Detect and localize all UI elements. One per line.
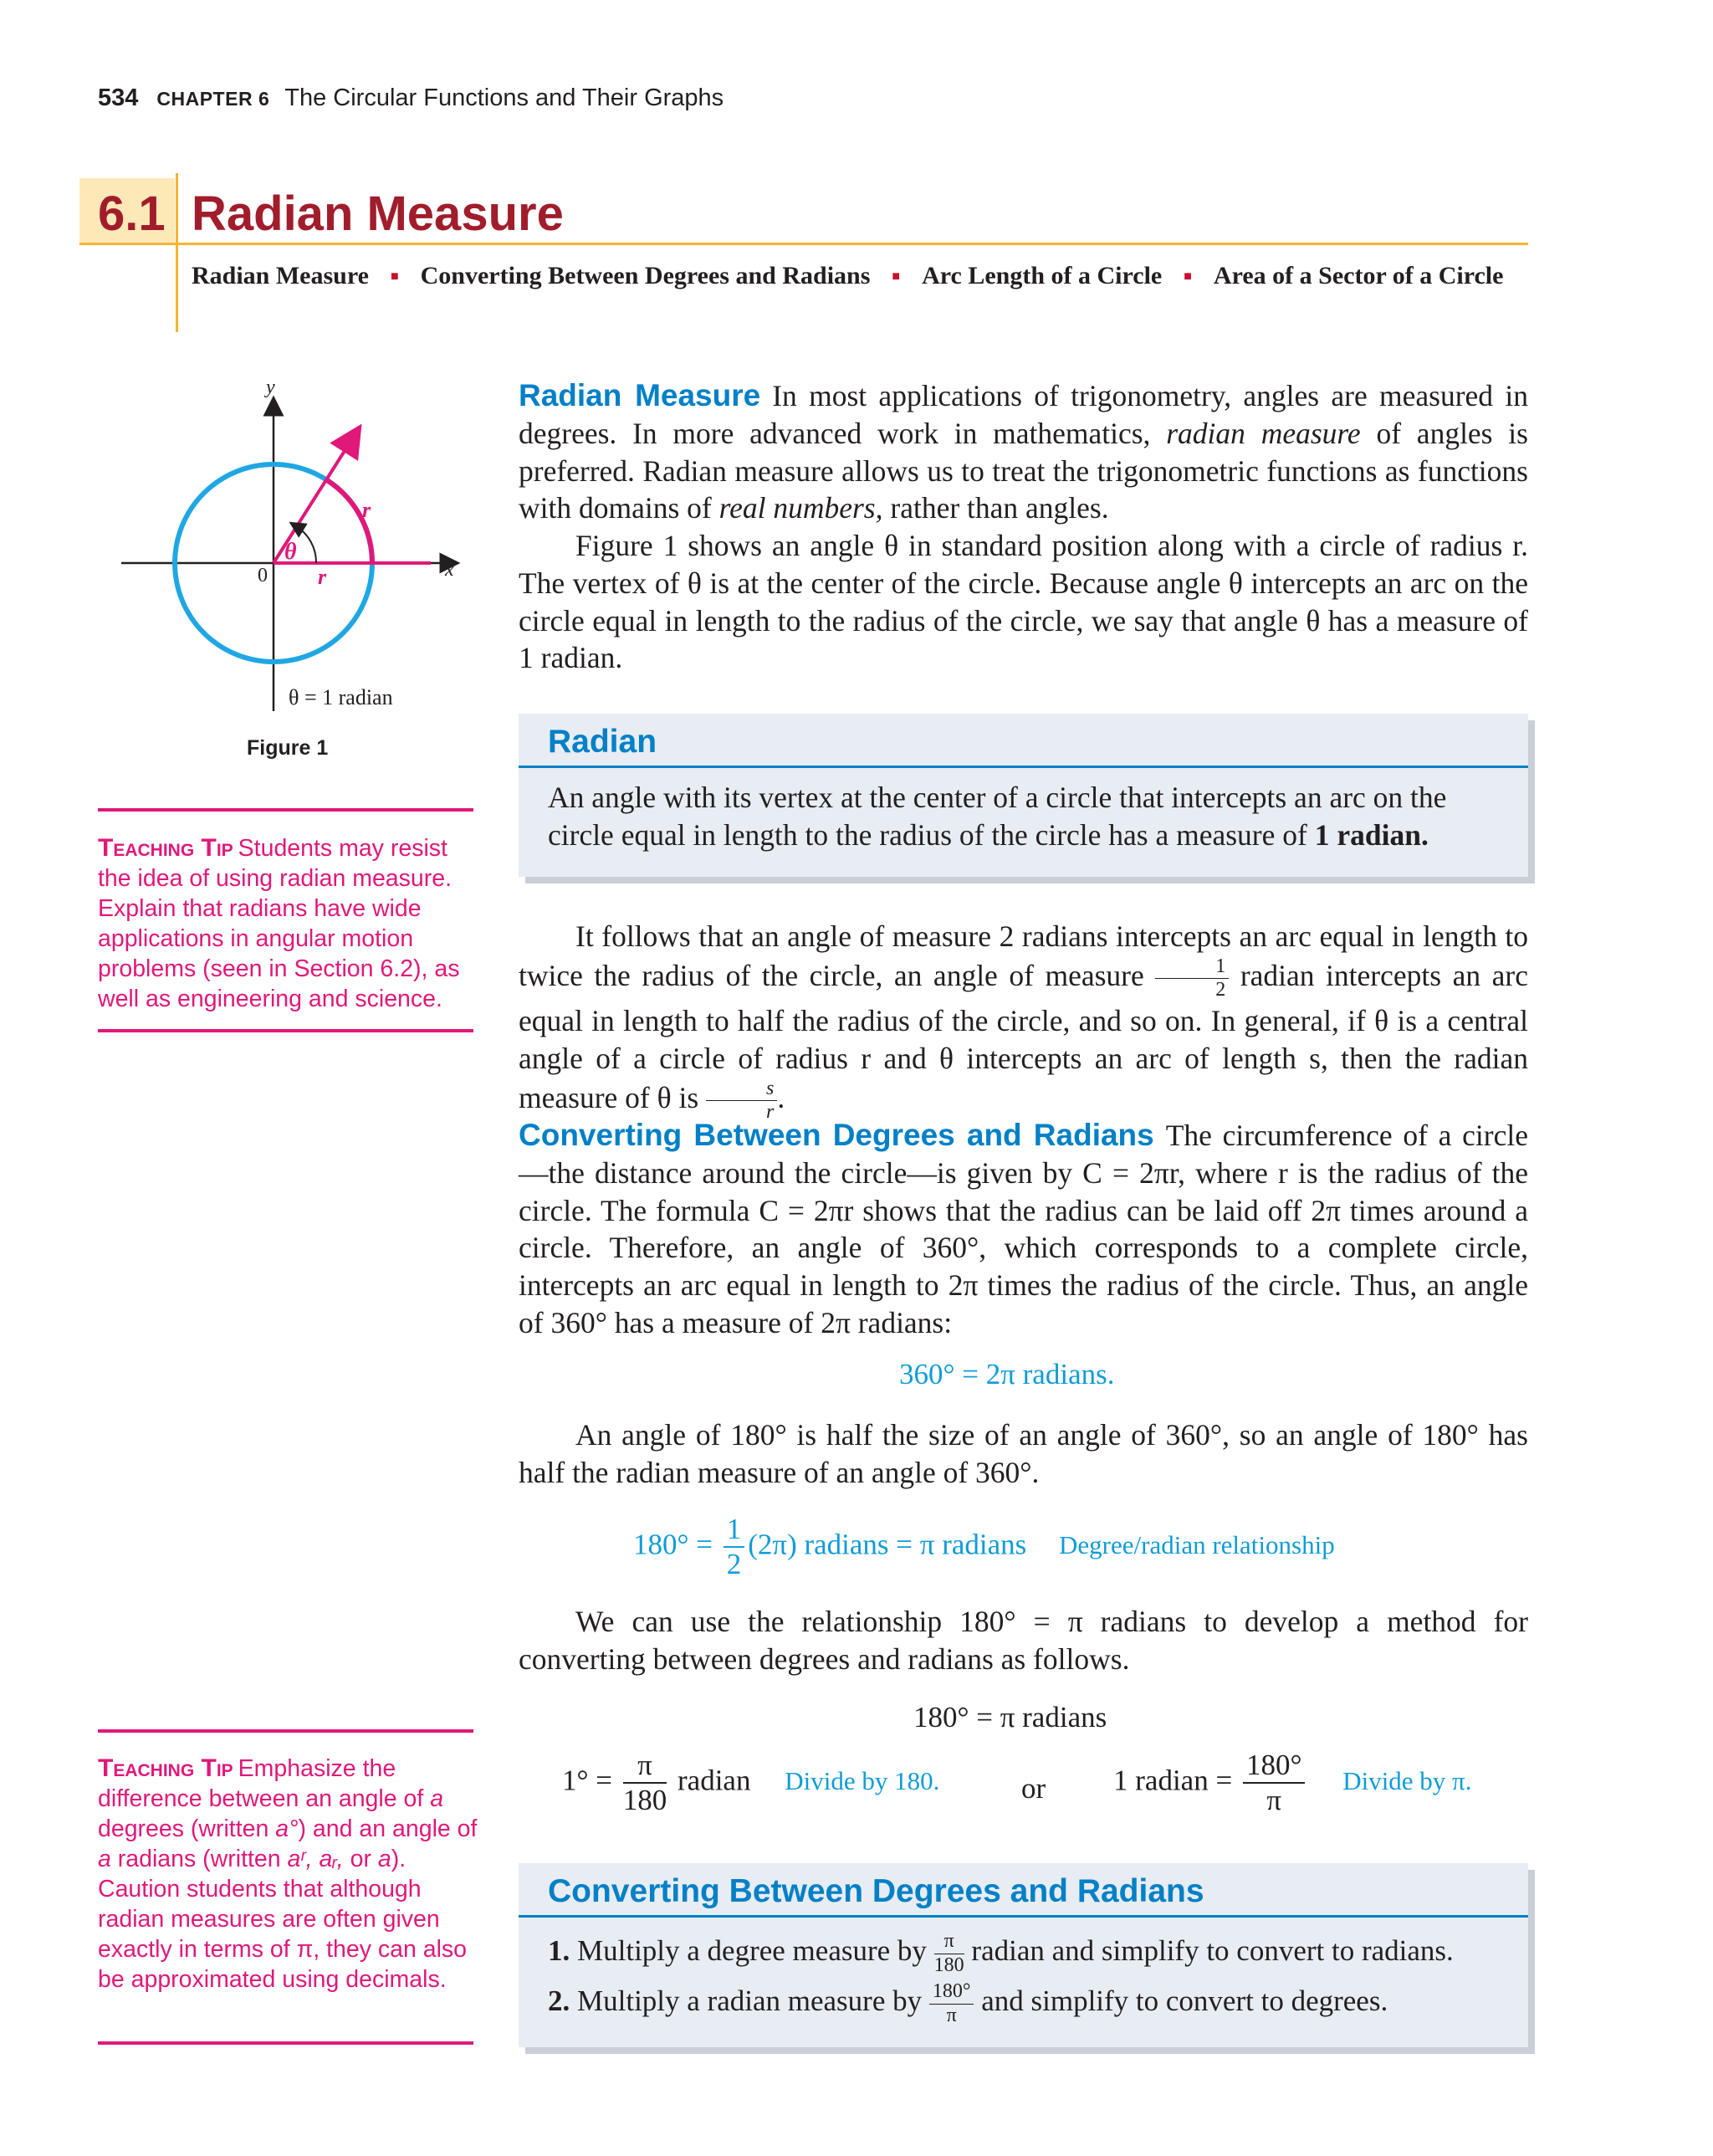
conversion-box-rule (519, 1915, 1528, 1918)
section-number: 6.1 (98, 187, 166, 241)
fraction-one-half: $\frac{1}{2}$ (1155, 955, 1229, 1002)
bullet-icon: ■ (390, 269, 399, 284)
subsection-heading: Converting Between Degrees and Radians (519, 1118, 1154, 1152)
conversion-step-2: 2. Multiply a radian measure by $\frac{180^\circ}{\pi}$ and simplify to convert to degrees. (548, 1980, 1388, 2026)
equation-180-pi: 180° = π radians (913, 1701, 1107, 1734)
topic-item: Arc Length of a Circle (922, 262, 1163, 289)
teaching-tip-2: Teaching Tip Emphasize the difference between an angle of a degrees (written a°) and an angle of a radians (written aʳ, aᵣ, or a). Caution students that although radian measures are often given exactly in terms of π, they can also be approximated using decimals. (98, 1754, 478, 1993)
figure-1-diagram (117, 372, 485, 724)
tip-rule-top (98, 1729, 473, 1733)
chapter-label: CHAPTER 6 (156, 88, 270, 110)
origin-label: 0 (258, 565, 268, 586)
definition-box-title: Radian (548, 724, 657, 760)
equation-one-radian: 1 radian = $\frac{180^\circ}{\pi}$ Divide by π. (1113, 1749, 1472, 1817)
topic-item: Area of a Sector of a Circle (1213, 262, 1504, 289)
section-topics (192, 258, 1530, 294)
paragraph-figure-1: Figure 1 shows an angle θ in standard position along with a circle of radius r. The vertex of θ is at the center of the circle. Because angle θ intercepts an arc on the circle equal in length to the radius of the circle, we say that angle θ has a measure of 1 radian. (519, 529, 1528, 675)
arc-r-label: r (362, 498, 371, 522)
definition-box-text: An angle with its vertex at the center of a circle that intercepts an arc on the circle equal in length to the radius of the circle has a measure of 1 radian. (548, 781, 1447, 852)
tip-rule-top (98, 808, 473, 812)
tip-rule-bottom (98, 1029, 473, 1032)
radius-r-label: r (318, 565, 327, 589)
conversion-box (519, 1863, 1528, 2047)
section-rule-vertical (176, 173, 178, 332)
x-axis-label: x (445, 559, 454, 581)
equation-note: Degree/radian relationship (1059, 1530, 1335, 1560)
fraction-180-over-pi: $\frac{180^\circ}{\pi}$ (1243, 1749, 1306, 1818)
theta-label: θ (284, 539, 297, 565)
definition-box-rule (519, 766, 1528, 768)
y-axis-label: y (266, 376, 275, 398)
bullet-icon: ■ (892, 269, 901, 284)
figure-1-caption: Figure 1 (247, 736, 329, 760)
theta-arc-arrow (296, 526, 316, 563)
fraction-one-half: $\frac{1}{2}$ (724, 1513, 745, 1582)
topic-item: Converting Between Degrees and Radians (420, 262, 871, 289)
definition-box-radian (519, 714, 1528, 877)
section-title: Radian Measure (192, 187, 564, 241)
section-rule-horizontal (79, 243, 1528, 245)
conversion-step-1: 1. Multiply a degree measure by $\frac{\pi}{180}$ radian and simplify to convert to radians. (548, 1930, 1454, 1976)
tip-label: Teaching Tip (98, 1754, 233, 1782)
subsection-heading: Radian Measure (519, 378, 761, 412)
equation-note: Divide by 180. (785, 1766, 940, 1796)
equation-degree-radian-relationship: 180° = $\frac{1}{2}$ (2π) radians = π radians Degree/radian relationship (633, 1513, 1335, 1581)
fraction-180-over-pi: $\frac{180^\circ}{\pi}$ (929, 1980, 974, 2027)
conversion-box-title: Converting Between Degrees and Radians (548, 1873, 1204, 1909)
equation-360-degrees: 360° = 2π radians. (899, 1358, 1115, 1390)
paragraph-general-radian: It follows that an angle of measure 2 radians intercepts an arc equal in length to twice the radius of the circle, an angle of measure $\frac{1}{2}$ radian intercepts an arc equal in length to half the radius of the circle, and so on. In general, if θ is a central angle of a circle of radius r and θ intercepts an arc of length s, then the radian measure of θ is $\frac{s}{r}$ . (519, 919, 1528, 1124)
chapter-title: The Circular Functions and Their Graphs (284, 84, 724, 111)
teaching-tip-1 (98, 833, 483, 1014)
equation-note: Divide by π. (1342, 1766, 1472, 1796)
paragraph-180-degrees: An angle of 180° is half the size of an angle of 360°, so an angle of 180° has half the radian measure of an angle of 360°. (519, 1418, 1528, 1489)
equation-one-degree: 1° = $\frac{\pi}{180}$ radian Divide by 180. (562, 1749, 940, 1817)
page-number: 534 (98, 84, 139, 111)
fraction-pi-over-180: $\frac{\pi}{180}$ (933, 1930, 964, 1976)
tip-text: Students may resist the idea of using radian measure. Explain that radians have wide applications in angular motion problems (seen in Section 6.2), as well as engineering and science. (98, 835, 460, 1012)
paragraph-relationship: We can use the relationship 180° = π radians to develop a method for converting between degrees and radians as follows. (519, 1605, 1528, 1676)
running-head (98, 84, 724, 112)
paragraph-radian-measure: Radian Measure In most applications of trigonometry, angles are measured in degrees. In more advanced work in mathematics, radian measure of angles is preferred. Radian measure allows us to treat the trigonometric functions as functions with domains of real numbers, rather than angles. (519, 378, 1528, 525)
paragraph-converting: Converting Between Degrees and Radians The circumference of a circle—the distance around the circle—is given by C = 2πr, where r is the radius of the circle. The formula C = 2πr shows that the radius can be laid off 2π times around a circle. Therefore, an angle of 360°, which corresponds to a complete circle, intercepts an arc equal in length to 2π times the radius of the circle. Thus, an angle of 360° has a measure of 2π radians: (519, 1118, 1528, 1339)
tip-label: Teaching Tip (98, 834, 233, 862)
fraction-s-over-r: $\frac{s}{r}$ (706, 1078, 777, 1124)
figure-equation-caption: θ = 1 radian (289, 685, 393, 709)
topic-item: Radian Measure (192, 262, 369, 289)
bullet-icon: ■ (1184, 269, 1192, 284)
tip-rule-bottom (98, 2041, 473, 2045)
fraction-pi-over-180: $\frac{\pi}{180}$ (622, 1749, 667, 1817)
equation-or: or (1021, 1772, 1046, 1805)
